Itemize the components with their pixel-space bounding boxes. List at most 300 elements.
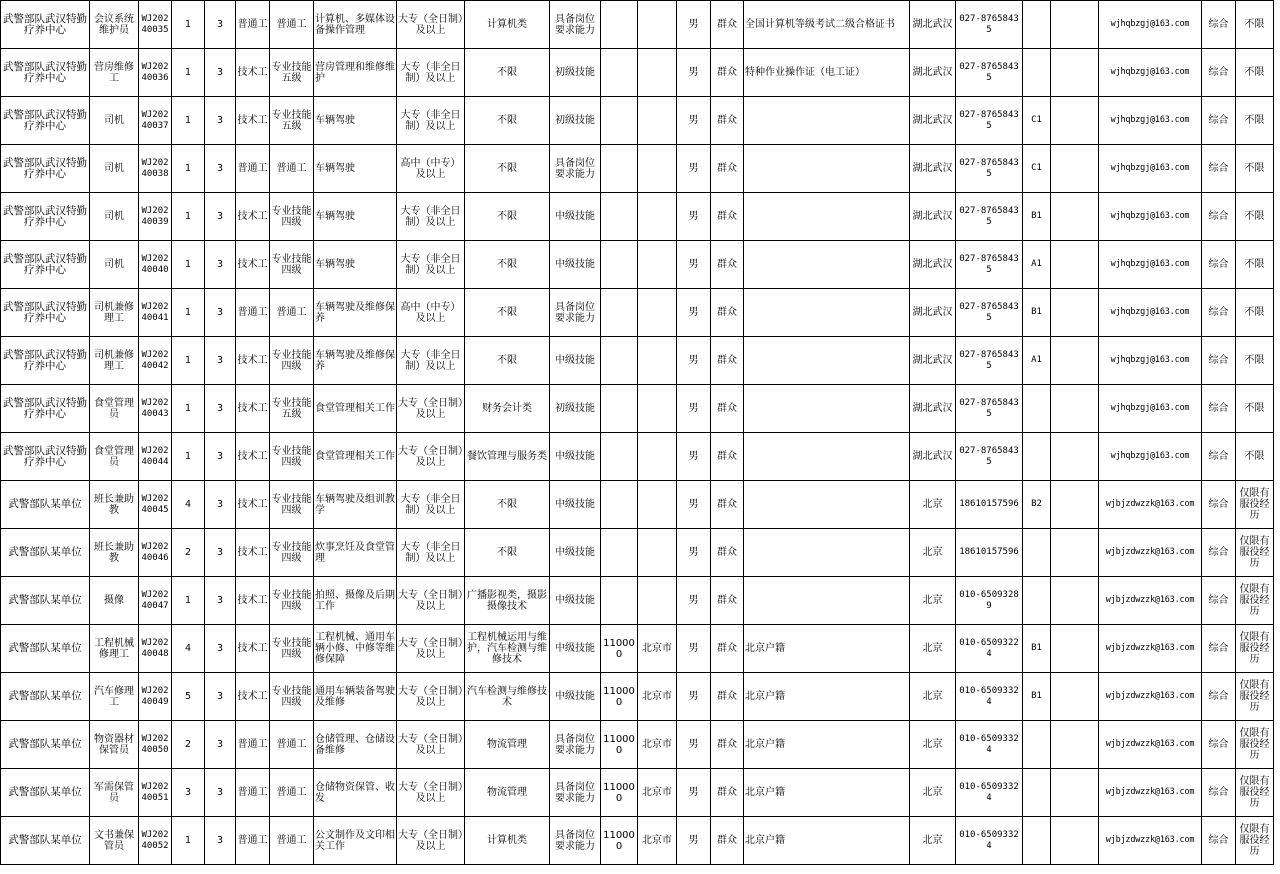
cell-exam-type: 综合: [1202, 817, 1236, 865]
cell-service-requirement: 仅限有服役经历: [1236, 625, 1274, 673]
cell-job-duties: 拍照、摄像及后期工作: [314, 577, 397, 625]
cell-education: 大专（全日制）及以上: [397, 769, 465, 817]
cell-category-code: 3: [205, 241, 236, 289]
cell-other-requirements: 北京户籍: [744, 769, 910, 817]
table-row: [1, 481, 1274, 529]
cell-job-type: 技术工: [236, 241, 270, 289]
cell-political-status: 群众: [711, 529, 744, 577]
cell-region-name: 北京市: [638, 625, 677, 673]
cell-political-status: 群众: [711, 433, 744, 481]
cell-contact-email: wjbjzdwzzk@163.com: [1099, 577, 1202, 625]
cell-job-type: 技术工: [236, 49, 270, 97]
cell-education: 高中（中专）及以上: [397, 289, 465, 337]
cell-gender: 男: [677, 577, 711, 625]
cell-region-code: 110000: [601, 721, 638, 769]
cell-region-code: [601, 241, 638, 289]
cell-exam-type: 综合: [1202, 289, 1236, 337]
cell-position-code: WJ20240045: [139, 481, 172, 529]
cell-major: 财务会计类: [465, 385, 550, 433]
cell-employer: 武警部队武汉特勤疗养中心: [1, 145, 90, 193]
cell-skill-requirement: 中级技能: [550, 481, 601, 529]
cell-contact-email: wjhqbzgj@163.com: [1099, 385, 1202, 433]
cell-position-code: WJ20240052: [139, 817, 172, 865]
cell-skill-level: 专业技能四级: [270, 625, 314, 673]
cell-license-class: A1: [1023, 241, 1051, 289]
cell-job-duties: 炊事烹饪及食堂管理: [314, 529, 397, 577]
table-row: [1, 769, 1274, 817]
table-row: [1, 97, 1274, 145]
cell-category-code: 3: [205, 769, 236, 817]
cell-region-code: 110000: [601, 673, 638, 721]
cell-skill-level: 专业技能四级: [270, 481, 314, 529]
cell-contact-email: wjhqbzgj@163.com: [1099, 49, 1202, 97]
cell-job-duties: 食堂管理相关工作: [314, 385, 397, 433]
cell-position-name: 司机: [90, 97, 139, 145]
cell-region-name: [638, 337, 677, 385]
cell-license-class: B1: [1023, 673, 1051, 721]
cell-major: 不限: [465, 529, 550, 577]
cell-category-code: 3: [205, 145, 236, 193]
cell-job-duties: 公文制作及文印相关工作: [314, 817, 397, 865]
cell-education: 大专（非全日制）及以上: [397, 481, 465, 529]
cell-service-requirement: 不限: [1236, 433, 1274, 481]
cell-employer: 武警部队某单位: [1, 529, 90, 577]
cell-position-code: WJ20240044: [139, 433, 172, 481]
cell-position-code: WJ20240041: [139, 289, 172, 337]
cell-skill-level: 专业技能四级: [270, 673, 314, 721]
cell-region-name: [638, 97, 677, 145]
cell-license-class: [1023, 49, 1051, 97]
cell-region-code: 110000: [601, 817, 638, 865]
cell-blank: [1051, 673, 1099, 721]
cell-major: 不限: [465, 145, 550, 193]
cell-license-class: [1023, 817, 1051, 865]
cell-other-requirements: [744, 193, 910, 241]
cell-exam-type: 综合: [1202, 145, 1236, 193]
cell-contact-phone: 027-87658435: [956, 241, 1023, 289]
cell-service-requirement: 不限: [1236, 385, 1274, 433]
cell-exam-type: 综合: [1202, 337, 1236, 385]
cell-region-name: 北京市: [638, 721, 677, 769]
cell-license-class: C1: [1023, 145, 1051, 193]
cell-employer: 武警部队某单位: [1, 577, 90, 625]
cell-gender: 男: [677, 673, 711, 721]
cell-license-class: [1023, 721, 1051, 769]
cell-region-name: [638, 481, 677, 529]
cell-employer: 武警部队某单位: [1, 625, 90, 673]
cell-political-status: 群众: [711, 577, 744, 625]
cell-skill-requirement: 具备岗位要求能力: [550, 769, 601, 817]
cell-skill-level: 专业技能四级: [270, 577, 314, 625]
cell-work-location: 湖北武汉: [910, 385, 956, 433]
cell-category-code: 3: [205, 289, 236, 337]
cell-license-class: [1023, 769, 1051, 817]
cell-position-name: 工程机械修理工: [90, 625, 139, 673]
cell-employer: 武警部队武汉特勤疗养中心: [1, 97, 90, 145]
cell-position-code: WJ20240048: [139, 625, 172, 673]
cell-education: 大专（非全日制）及以上: [397, 337, 465, 385]
cell-major: 不限: [465, 49, 550, 97]
cell-major: 物流管理: [465, 769, 550, 817]
cell-position-name: 营房维修工: [90, 49, 139, 97]
cell-region-code: [601, 385, 638, 433]
cell-employer: 武警部队某单位: [1, 481, 90, 529]
cell-contact-phone: 010-65093289: [956, 577, 1023, 625]
cell-job-type: 普通工: [236, 145, 270, 193]
cell-category-code: 3: [205, 673, 236, 721]
cell-major: 计算机类: [465, 817, 550, 865]
cell-political-status: 群众: [711, 721, 744, 769]
table-row: [1, 529, 1274, 577]
cell-region-name: 北京市: [638, 817, 677, 865]
cell-major: 计算机类: [465, 1, 550, 49]
cell-category-code: 3: [205, 529, 236, 577]
cell-work-location: 北京: [910, 673, 956, 721]
cell-employer: 武警部队武汉特勤疗养中心: [1, 337, 90, 385]
cell-hire-count: 1: [172, 241, 205, 289]
cell-region-code: [601, 337, 638, 385]
cell-license-class: B1: [1023, 625, 1051, 673]
cell-category-code: 3: [205, 385, 236, 433]
cell-skill-requirement: 具备岗位要求能力: [550, 721, 601, 769]
cell-work-location: 湖北武汉: [910, 289, 956, 337]
cell-position-code: WJ20240046: [139, 529, 172, 577]
cell-skill-requirement: 具备岗位要求能力: [550, 289, 601, 337]
cell-contact-email: wjbjzdwzzk@163.com: [1099, 769, 1202, 817]
cell-skill-requirement: 具备岗位要求能力: [550, 817, 601, 865]
cell-service-requirement: 不限: [1236, 1, 1274, 49]
cell-skill-requirement: 中级技能: [550, 577, 601, 625]
cell-contact-email: wjbjzdwzzk@163.com: [1099, 721, 1202, 769]
cell-position-name: 班长兼助教: [90, 529, 139, 577]
cell-hire-count: 1: [172, 145, 205, 193]
cell-service-requirement: 仅限有服役经历: [1236, 769, 1274, 817]
cell-position-code: WJ20240035: [139, 1, 172, 49]
cell-position-name: 司机兼修理工: [90, 337, 139, 385]
cell-contact-email: wjhqbzgj@163.com: [1099, 193, 1202, 241]
cell-region-name: [638, 577, 677, 625]
cell-contact-email: wjhqbzgj@163.com: [1099, 433, 1202, 481]
cell-exam-type: 综合: [1202, 97, 1236, 145]
cell-contact-email: wjbjzdwzzk@163.com: [1099, 673, 1202, 721]
cell-gender: 男: [677, 337, 711, 385]
cell-employer: 武警部队武汉特勤疗养中心: [1, 385, 90, 433]
cell-major: 不限: [465, 337, 550, 385]
cell-category-code: 3: [205, 193, 236, 241]
cell-contact-phone: 027-87658435: [956, 289, 1023, 337]
cell-work-location: 湖北武汉: [910, 337, 956, 385]
cell-job-type: 普通工: [236, 1, 270, 49]
cell-contact-phone: 010-65093224: [956, 625, 1023, 673]
cell-other-requirements: [744, 97, 910, 145]
cell-blank: [1051, 433, 1099, 481]
cell-hire-count: 1: [172, 193, 205, 241]
cell-gender: 男: [677, 193, 711, 241]
table-row: [1, 433, 1274, 481]
table-row: [1, 385, 1274, 433]
table-row: [1, 625, 1274, 673]
cell-service-requirement: 不限: [1236, 97, 1274, 145]
cell-category-code: 3: [205, 49, 236, 97]
cell-contact-phone: 18610157596: [956, 481, 1023, 529]
table-row: [1, 817, 1274, 865]
cell-gender: 男: [677, 385, 711, 433]
cell-job-duties: 通用车辆装备驾驶及维修: [314, 673, 397, 721]
cell-license-class: [1023, 433, 1051, 481]
cell-skill-level: 普通工: [270, 289, 314, 337]
cell-skill-level: 专业技能四级: [270, 193, 314, 241]
cell-service-requirement: 仅限有服役经历: [1236, 721, 1274, 769]
cell-category-code: 3: [205, 481, 236, 529]
cell-position-code: WJ20240047: [139, 577, 172, 625]
cell-education: 大专（全日制）及以上: [397, 577, 465, 625]
cell-job-type: 技术工: [236, 97, 270, 145]
cell-hire-count: 5: [172, 673, 205, 721]
cell-region-name: [638, 49, 677, 97]
cell-gender: 男: [677, 49, 711, 97]
cell-work-location: 北京: [910, 481, 956, 529]
cell-region-code: [601, 289, 638, 337]
cell-job-type: 技术工: [236, 577, 270, 625]
cell-service-requirement: 仅限有服役经历: [1236, 577, 1274, 625]
cell-exam-type: 综合: [1202, 433, 1236, 481]
cell-education: 大专（全日制）及以上: [397, 1, 465, 49]
cell-education: 大专（全日制）及以上: [397, 385, 465, 433]
cell-position-code: WJ20240039: [139, 193, 172, 241]
cell-exam-type: 综合: [1202, 193, 1236, 241]
cell-major: 工程机械运用与维护，汽车检测与维修技术: [465, 625, 550, 673]
cell-gender: 男: [677, 1, 711, 49]
cell-other-requirements: [744, 385, 910, 433]
cell-blank: [1051, 145, 1099, 193]
cell-hire-count: 3: [172, 769, 205, 817]
cell-other-requirements: [744, 529, 910, 577]
cell-hire-count: 1: [172, 337, 205, 385]
cell-license-class: B1: [1023, 289, 1051, 337]
cell-service-requirement: 不限: [1236, 337, 1274, 385]
cell-blank: [1051, 481, 1099, 529]
cell-blank: [1051, 241, 1099, 289]
cell-employer: 武警部队武汉特勤疗养中心: [1, 241, 90, 289]
cell-region-code: 110000: [601, 769, 638, 817]
cell-position-code: WJ20240040: [139, 241, 172, 289]
cell-blank: [1051, 721, 1099, 769]
cell-position-code: WJ20240049: [139, 673, 172, 721]
cell-political-status: 群众: [711, 49, 744, 97]
cell-political-status: 群众: [711, 193, 744, 241]
cell-exam-type: 综合: [1202, 1, 1236, 49]
cell-position-code: WJ20240037: [139, 97, 172, 145]
cell-skill-requirement: 中级技能: [550, 673, 601, 721]
cell-employer: 武警部队武汉特勤疗养中心: [1, 49, 90, 97]
cell-work-location: 湖北武汉: [910, 97, 956, 145]
cell-skill-level: 专业技能四级: [270, 433, 314, 481]
cell-position-name: 物资器材保管员: [90, 721, 139, 769]
cell-education: 大专（全日制）及以上: [397, 673, 465, 721]
cell-work-location: 北京: [910, 721, 956, 769]
cell-license-class: C1: [1023, 97, 1051, 145]
cell-blank: [1051, 289, 1099, 337]
cell-education: 大专（非全日制）及以上: [397, 193, 465, 241]
cell-blank: [1051, 193, 1099, 241]
cell-position-name: 食堂管理员: [90, 433, 139, 481]
cell-service-requirement: 不限: [1236, 193, 1274, 241]
cell-position-code: WJ20240043: [139, 385, 172, 433]
cell-region-code: [601, 97, 638, 145]
cell-position-name: 军需保管员: [90, 769, 139, 817]
cell-category-code: 3: [205, 433, 236, 481]
cell-exam-type: 综合: [1202, 529, 1236, 577]
cell-blank: [1051, 337, 1099, 385]
cell-position-name: 摄像: [90, 577, 139, 625]
cell-blank: [1051, 49, 1099, 97]
cell-contact-phone: 027-87658435: [956, 97, 1023, 145]
cell-category-code: 3: [205, 337, 236, 385]
cell-region-name: 北京市: [638, 769, 677, 817]
cell-major: 物流管理: [465, 721, 550, 769]
cell-employer: 武警部队某单位: [1, 769, 90, 817]
cell-contact-email: wjbjzdwzzk@163.com: [1099, 817, 1202, 865]
cell-political-status: 群众: [711, 385, 744, 433]
cell-blank: [1051, 625, 1099, 673]
cell-region-code: [601, 193, 638, 241]
table-row: [1, 1, 1274, 49]
cell-contact-email: wjbjzdwzzk@163.com: [1099, 529, 1202, 577]
cell-job-type: 技术工: [236, 529, 270, 577]
cell-exam-type: 综合: [1202, 769, 1236, 817]
cell-job-type: 普通工: [236, 769, 270, 817]
cell-work-location: 湖北武汉: [910, 145, 956, 193]
cell-gender: 男: [677, 433, 711, 481]
cell-job-type: 技术工: [236, 673, 270, 721]
cell-gender: 男: [677, 625, 711, 673]
cell-major: 汽车检测与维修技术: [465, 673, 550, 721]
cell-other-requirements: [744, 337, 910, 385]
cell-service-requirement: 不限: [1236, 241, 1274, 289]
cell-gender: 男: [677, 721, 711, 769]
cell-other-requirements: [744, 145, 910, 193]
cell-education: 大专（非全日制）及以上: [397, 49, 465, 97]
cell-work-location: 湖北武汉: [910, 241, 956, 289]
cell-skill-level: 专业技能五级: [270, 49, 314, 97]
cell-job-duties: 车辆驾驶: [314, 193, 397, 241]
cell-contact-phone: 027-87658435: [956, 193, 1023, 241]
cell-major: 餐饮管理与服务类: [465, 433, 550, 481]
cell-skill-level: 专业技能五级: [270, 385, 314, 433]
cell-contact-phone: 027-87658435: [956, 145, 1023, 193]
cell-license-class: [1023, 529, 1051, 577]
cell-position-code: WJ20240038: [139, 145, 172, 193]
cell-education: 大专（全日制）及以上: [397, 817, 465, 865]
cell-employer: 武警部队某单位: [1, 673, 90, 721]
cell-contact-phone: 027-87658435: [956, 433, 1023, 481]
cell-work-location: 北京: [910, 625, 956, 673]
cell-region-code: [601, 529, 638, 577]
cell-hire-count: 1: [172, 97, 205, 145]
cell-hire-count: 1: [172, 289, 205, 337]
cell-job-duties: 食堂管理相关工作: [314, 433, 397, 481]
cell-license-class: B2: [1023, 481, 1051, 529]
cell-employer: 武警部队武汉特勤疗养中心: [1, 433, 90, 481]
cell-skill-requirement: 中级技能: [550, 625, 601, 673]
cell-contact-email: wjhqbzgj@163.com: [1099, 241, 1202, 289]
cell-skill-level: 专业技能四级: [270, 529, 314, 577]
cell-political-status: 群众: [711, 241, 744, 289]
cell-license-class: A1: [1023, 337, 1051, 385]
cell-other-requirements: [744, 289, 910, 337]
cell-service-requirement: 仅限有服役经历: [1236, 817, 1274, 865]
cell-hire-count: 1: [172, 49, 205, 97]
table-row: [1, 721, 1274, 769]
cell-skill-requirement: 中级技能: [550, 529, 601, 577]
cell-skill-level: 普通工: [270, 1, 314, 49]
cell-job-duties: 仓储物资保管、收发: [314, 769, 397, 817]
cell-gender: 男: [677, 769, 711, 817]
cell-region-name: [638, 529, 677, 577]
cell-position-code: WJ20240036: [139, 49, 172, 97]
cell-political-status: 群众: [711, 817, 744, 865]
cell-blank: [1051, 1, 1099, 49]
cell-job-type: 技术工: [236, 625, 270, 673]
cell-job-duties: 工程机械、通用车辆小修、中修等维修保障: [314, 625, 397, 673]
cell-contact-phone: 010-65093324: [956, 673, 1023, 721]
cell-region-code: [601, 577, 638, 625]
cell-service-requirement: 不限: [1236, 49, 1274, 97]
cell-job-duties: 车辆驾驶及维修保养: [314, 337, 397, 385]
cell-category-code: 3: [205, 1, 236, 49]
cell-political-status: 群众: [711, 289, 744, 337]
cell-gender: 男: [677, 529, 711, 577]
cell-exam-type: 综合: [1202, 385, 1236, 433]
cell-region-name: [638, 145, 677, 193]
cell-skill-level: 专业技能四级: [270, 337, 314, 385]
cell-service-requirement: 不限: [1236, 289, 1274, 337]
cell-job-duties: 车辆驾驶及组训教学: [314, 481, 397, 529]
cell-other-requirements: [744, 241, 910, 289]
table-row: [1, 673, 1274, 721]
cell-job-type: 技术工: [236, 385, 270, 433]
cell-skill-requirement: 初级技能: [550, 97, 601, 145]
cell-political-status: 群众: [711, 337, 744, 385]
cell-blank: [1051, 769, 1099, 817]
cell-position-name: 司机: [90, 145, 139, 193]
cell-region-code: [601, 433, 638, 481]
cell-other-requirements: 全国计算机等级考试二级合格证书: [744, 1, 910, 49]
cell-region-code: [601, 145, 638, 193]
cell-gender: 男: [677, 481, 711, 529]
cell-major: 不限: [465, 241, 550, 289]
cell-work-location: 湖北武汉: [910, 1, 956, 49]
cell-work-location: 湖北武汉: [910, 433, 956, 481]
cell-skill-level: 普通工: [270, 721, 314, 769]
cell-other-requirements: 北京户籍: [744, 817, 910, 865]
table-row: [1, 49, 1274, 97]
cell-category-code: 3: [205, 577, 236, 625]
cell-blank: [1051, 817, 1099, 865]
cell-contact-email: wjhqbzgj@163.com: [1099, 1, 1202, 49]
cell-other-requirements: [744, 433, 910, 481]
cell-position-name: 汽车修理工: [90, 673, 139, 721]
cell-license-class: [1023, 385, 1051, 433]
cell-other-requirements: 北京户籍: [744, 673, 910, 721]
table-row: [1, 289, 1274, 337]
cell-category-code: 3: [205, 97, 236, 145]
cell-political-status: 群众: [711, 1, 744, 49]
cell-political-status: 群众: [711, 769, 744, 817]
cell-skill-level: 专业技能五级: [270, 97, 314, 145]
cell-position-name: 司机兼修理工: [90, 289, 139, 337]
cell-region-code: [601, 49, 638, 97]
